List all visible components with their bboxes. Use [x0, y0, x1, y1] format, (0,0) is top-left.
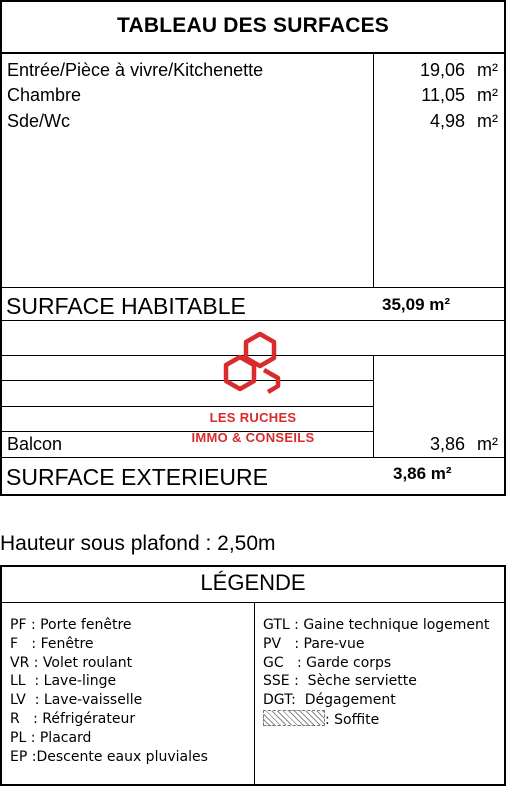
room-value-2: 11,05 — [421, 85, 465, 105]
legend-border-left — [0, 565, 2, 786]
legend-right-column — [263, 616, 489, 730]
surface-habitable-value: 35,09 m² — [382, 295, 451, 314]
legend-item-vr: VR : Volet roulant — [10, 654, 133, 671]
legend-item-pf: PF : Porte fenêtre — [10, 617, 132, 633]
legend-border-right — [504, 565, 506, 786]
room-area-1 — [420, 59, 498, 81]
surface-exterieure-value: 3,86 m² — [393, 464, 452, 483]
room-unit-1: m² — [477, 60, 498, 80]
room-area-3 — [430, 110, 498, 132]
room-area-2 — [421, 84, 498, 106]
legend-item-f: F : Fenêtre — [10, 635, 94, 652]
row-divider-3 — [0, 406, 373, 407]
room-name-3: Sde/Wc — [7, 111, 71, 131]
row-divider-2 — [0, 380, 373, 381]
room-unit-3: m² — [477, 111, 498, 131]
legend-item-ep: EP :Descente eaux pluviales — [10, 748, 208, 765]
row-divider-habitable-bottom — [0, 320, 506, 321]
surface-habitable-label: SURFACE HABITABLE — [6, 293, 246, 319]
room-value-3: 4,98 — [429, 111, 465, 131]
legend-item-pv: PV : Pare-vue — [263, 635, 365, 652]
column-divider-top — [373, 52, 374, 288]
legend-item-lv: LV : Lave-vaisselle — [10, 692, 143, 709]
legend-item-pl: PL : Placard — [10, 729, 92, 746]
border-top — [0, 0, 506, 2]
legend-item-gc: GC : Garde corps — [263, 654, 392, 671]
soffite-hatch-icon — [263, 710, 325, 726]
table-title: TABLEAU DES SURFACES — [117, 14, 389, 37]
legend-soffite-label: : Soffite — [325, 711, 380, 728]
border-right — [504, 0, 506, 495]
ceiling-height: Hauteur sous plafond : 2,50m — [0, 532, 276, 555]
surface-exterieure-label: SURFACE EXTERIEURE — [6, 464, 268, 490]
legend-title-divider — [0, 602, 506, 603]
legend-item-soffite — [263, 710, 489, 730]
legend-item-r: R : Réfrigérateur — [10, 710, 136, 727]
room-name-2: Chambre — [7, 85, 82, 105]
border-left — [0, 0, 2, 495]
legend-title: LÉGENDE — [200, 570, 306, 595]
ext-room-area-1 — [430, 433, 498, 455]
legend-border-top — [0, 565, 506, 567]
logo-hexagons — [218, 330, 288, 400]
legend-item-gtl: GTL : Gaine technique logement — [263, 617, 490, 633]
legend-column-divider — [254, 602, 255, 786]
row-divider-balcon — [0, 457, 506, 458]
room-value-1: 19,06 — [419, 60, 465, 80]
header-divider — [0, 52, 506, 54]
logo-line-1: LES RUCHES — [209, 410, 297, 425]
legend-item-dgt: DGT: Dégagement — [263, 692, 396, 709]
room-name-1: Entrée/Pièce à vivre/Kitchenette — [7, 60, 264, 80]
legend-item-sse: SSE : Sèche serviette — [263, 673, 417, 690]
legend-item-ll: LL : Lave-linge — [10, 673, 117, 690]
legend-left-column — [10, 616, 208, 766]
ext-room-unit-1: m² — [477, 434, 498, 454]
row-divider-habitable-top — [0, 287, 506, 288]
column-divider-bottom — [373, 355, 374, 457]
logo-line-2: IMMO & CONSEILS — [191, 430, 315, 445]
table-bottom — [0, 494, 506, 496]
legend-border-bottom — [0, 784, 506, 786]
ext-room-name-1: Balcon — [7, 434, 63, 454]
room-unit-2: m² — [477, 85, 498, 105]
ext-room-value-1: 3,86 — [429, 434, 465, 454]
